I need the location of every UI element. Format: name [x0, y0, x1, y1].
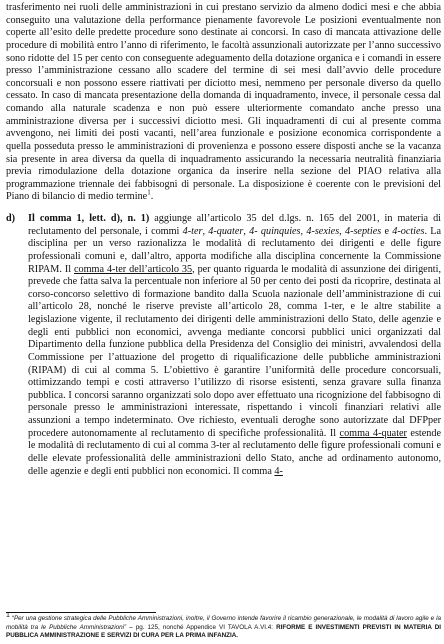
list-item-label: d) [6, 213, 16, 224]
underlined-reference-4ter: comma 4-ter dell’articolo 35 [74, 263, 193, 275]
footnote-quote: “Per una gestione strategica delle Pubbliche Amministrazioni, inoltre, il Governo intende favorire il ricambio generazionale, le modalità di lavoro agile e la mobilità tra le Pubbliche Amministrazioni” – [6, 615, 441, 631]
footnote-number: 1 [6, 611, 10, 619]
underlined-reference-4: 4- [274, 465, 283, 477]
footnote-page-ref: pg. 125, nonché Appendice VI TAVOLA A.VI.4: [135, 623, 277, 631]
footnote-reference[interactable]: 1 [147, 188, 151, 197]
paragraph-c: trasferimento nei ruoli delle amministrazioni in cui prestano servizio da almeno dodici mesi e che abbia conseguito una valutazione della performance pienamente favorevole Le posizioni eventualmente non coperte all’esito delle predette procedure sono destinate ai concorsi. In caso di mancata attivazione delle procedure di mobilità entro l’anno di riferimento, le facoltà assunzionali autorizzate per l’anno successivo sono ridotte del 15 per cento con conseguente adeguamento della dotazione organica e i comandi in essere presso l’amministrazione cessano allo scadere del termine di sei mesi dall’avvio delle procedure concorsuali e non possono essere riattivati per diciotto mesi, nemmeno per personale diverso da quello cessato. In caso di mancata presentazione della domanda di inquadramento, invece, il personale cessa dal comando alla naturale scadenza e non può essere ulteriormente comandato anche presso una amministrazione diversa per i successivi diciotto mesi. Gli inquadramenti di cui al presente comma avvengono, nei limiti dei posti vacanti, nell’area funzionale e posizione economica corrispondente a quella posseduta presso le amministrazioni di provenienza e possono essere disposti anche se la vacanza sia presente in area diversa da quella di inquadramento assicurando la necessaria neutralità finanziaria previa rimodulazione della dotazione organica da inserire nella sezione del PIAO relativa alla programmazione triennale dei fabbisogni di personale. La disposizione è coerente con le previsioni del Piano di bilancio di medio termine$^1$. [6, 2, 441, 203]
body-text [6, 2, 441, 478]
footnote-table-title: RIFORME E INVESTIMENTI PREVISTI IN MATERIA DI PUBBLICA AMMINISTRAZIONE E SERVIZI DI CURA PER LA PRIMA INFANZIA. [6, 623, 441, 640]
list-item-d [6, 213, 441, 478]
item-lead: Il comma 1, lett. d), n. 1) [28, 213, 150, 224]
underlined-reference-4quater: comma 4-quater [339, 427, 407, 439]
list-item-body: Il comma 1, lett. d), n. 1) aggiunge all’articolo 35 del d.lgs. n. 165 del 2001, in materia di reclutamento del personale, i commi 4-ter, 4-quater, 4- quinquies, 4-sexies, 4-septies e 4-octies. La disciplina per un verso razionalizza le modalità di reclutamento dei dirigenti e delle figure professionali comuni e, dall’altro, apporta modifiche alla disciplina concernente la Commissione RIPAM. Il comma 4-ter dell’articolo 35, per quanto riguarda le modalità di assunzione dei dirigenti, prevede che fatta salva la percentuale non inferiore al 50 per cento dei posti da ricoprire, destinata al corso-concorso selettivo di formazione bandito dalla Scuola nazionale dell’amministrazione di cui all’articolo 28, nonché le riserve previste all’articolo 28, comma 1-ter, e le altre stabilite a legislazione vigente, il reclutamento dei dirigenti delle amministrazioni dello Stato, delle agenzie e degli enti pubblici non economici, avvenga mediante concorsi pubblici unici organizzati dal Dipartimento della funzione pubblica della Presidenza del Consiglio dei ministri, avvalendosi della Commissione per l’attuazione del progetto di riqualificazione delle pubbliche amministrazioni (RIPAM) di cui al comma 5. L’obiettivo è garantire l’uniformità delle procedure concorsuali, ottimizzando tempi e costi attraverso l’utilizzo di risorse esistenti, senza gravare sulla finanza pubblica. I concorsi saranno organizzati solo dopo aver effettuato una ricognizione del fabbisogno di personale presso le amministrazioni interessate, rispettando i vincoli finanziari relativi alle assunzioni a tempo indeterminato. Ove richiesto, eventuali deroghe sono autorizzate dal DFPper procedere autonomamente al reclutamento di specifiche professionalità. Il comma 4-quater estende le modalità di reclutamento di cui al comma 3-ter al reclutamento delle figure professionali comuni e delle elevate professionalità delle amministrazioni dello Stato, anche ad ordinamento autonomo, delle agenzie e degli enti pubblici non economici. Il comma 4- [28, 213, 442, 477]
paragraph-c-text: trasferimento nei ruoli delle amministrazioni in cui prestano servizio da almeno dodici mesi e che abbia conseguito una valutazione della performance pienamente favorevole Le posizioni eventualmente non coperte all’esito delle predette procedure sono destinate ai concorsi. In caso di mancata attivazione delle procedure di mobilità entro l’anno di riferimento, le facoltà assunzionali autorizzate per l’anno successivo sono ridotte del 15 per cento con conseguente adeguamento della dotazione organica e i comandi in essere presso l’amministrazione cessano allo scadere del termine di sei mesi dall’avvio delle procedure concorsuali e non possono essere riattivati per diciotto mesi, nemmeno per personale diverso da quello cessato. In caso di mancata presentazione della domanda di inquadramento, invece, il personale cessa dal comando alla naturale scadenza e non può essere ulteriormente comandato anche presso una amministrazione diversa per i successivi diciotto mesi. Gli inquadramenti di cui al presente comma avvengono, nei limiti dei posti vacanti, nell’area funzionale e posizione economica corrispondente a quella posseduta presso le amministrazioni di provenienza e possono essere disposti anche se la vacanza sia presente in area diversa da quella di inquadramento assicurando la necessaria neutralità finanziaria previa rimodulazione della dotazione organica da inserire nella sezione del PIAO relativa alla programmazione triennale dei fabbisogni di personale. La disposizione è coerente con le previsioni del Piano di bilancio di medio termine [6, 2, 441, 203]
footnote-separator [6, 612, 156, 613]
footnote [6, 611, 441, 641]
